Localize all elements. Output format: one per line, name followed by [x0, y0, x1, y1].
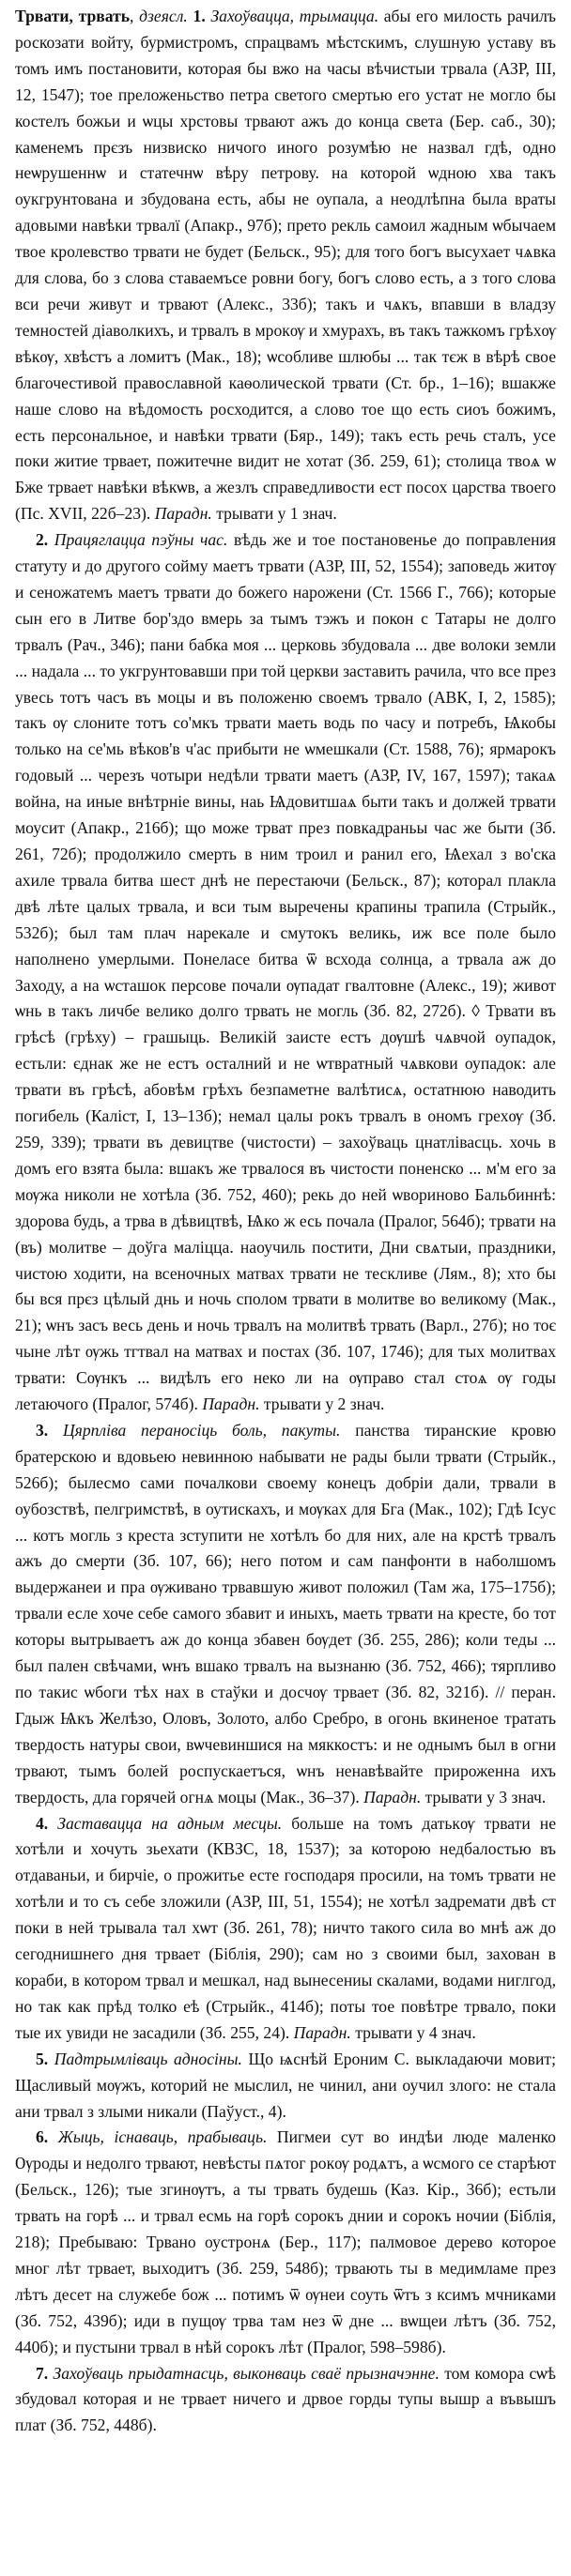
- sense-citations: вѣдь же и тое постановенье до поправления статуту и до другого сойму маетъ трвати (АЗР, III, 52, 1554); заповедь житѹ и сеножатемъ маетъ трвати до божего нарожени (Ст. 1566 Г., 766); которые сын его в Литве бор'здо вмерь за тымъ тэжъ и покон с Татары не долго трвалъ (Рач., 346); пани бабка моя ... церковь збудовала ... две волоки земли ... надала ... то укгрунтовавши при той церкви заставить рачила, что все през увесь тотъ часъ въ моцы и въ положеню своемъ трвало (АВК, I, 2, 1585); такъ ѹ слоните тотъ со'мкъ трвати маеть водь по часу и потребъ, Ѩкобы только на се'мь вѣков'в ч'ас прибыти не ѡмешкали (Ст. 1588, 76); ярмарокъ годовый ... черезъ чотыри недѣли трвати маетъ (АЗР, IV, 167, 1597); такаѧ война, на иные внѣтрніе вины, наь Ѩдовитшаѧ быти такъ и должей трвати моусит (Апакр., 216б); що може трват през повкадраньы час же быти (Зб. 261, 72б); продолжило смерть в ним троил и ранил его, Ѩехал з во'ска ахиле трвала битва шест днѣ не перестаючи (Бельск., 87); которал плакла двѣ лѣте цалых трвала, и вси тым выречены крапины трапила (Стрыйк., 532б); был там плач нарекале и смутокъ великь, иж все поле было наполнено умерлыми. Понеласе битва ѿ всхода солнца, а трвала аж до Заходу, а на ѡсташок персове почали ѹпадат гвалтовне (Алекс., 19); живот ѡнь в такъ личбе велико долго трвать не могль (Зб. 82, 272б). ◊ Трвати въ грѣсѣ (грѣху) – грашыць. Великій заисте естъ дѹшѣ чѧвчой оупадок, естьли: єднак же не естъ осталний и не ѡтвратный чѧвкови оупадок: але трвати въ грѣсѣ, абовѣм грѣхъ безпаметне валѣтисѧ, остатнюю наводить погибель (Каліст, I, 13–13б); немал цалы рокъ трвалъ в ономъ грехѹ (Зб. 259, 339); трвати въ девицтве (чистости) – захоўваць цнатлівасць. хочь в домъ его взята была: вшакъ же трвалося въ чистости поненско ... м'м его за мѹжа николи не хотѣла (Зб. 752, 460); рекь до ней ѡвориново Бальбиннѣ: здорова будь, а трва в дѣвицтвѣ, Ѩко ж есь почала (Пралог, 564б); трвати на (въ) молитве – доўга маліцца. наоучиль постити, Дни свѧтыи, праздники, чистою ходити, на всеночных матвах трвати не тескливе (Лям., 8); хто бы бы вся прєз цѣлый днь и ночь сполом трвати в молитве во великому (Мак., 21); ѡнъ засъ весь день и ночь трвалъ на молитвѣ трвать (Варл., 27б); но тоє чыне лѣт ѹжь тгтвал на матвах и постах (Зб. 107, 1746); для тых молитвах трвати: Сѹнкъ ... видѣлъ его неко ли на ѹправо стал стоѧ ѹ годы летаючого (Пралог, 574б).: [15, 530, 556, 1414]
- paradigm-remark: Парадн.: [293, 2022, 351, 2042]
- entry-paragraph-7: [15, 2361, 556, 2440]
- sense-citations: том комора сѡѣ збудовал которая и не трвает ничего и дрвое горды тупы вышр а въвышъ плат (Зб. 752, 448б).: [15, 2363, 556, 2435]
- paradigm-tail: трывати у 3 знач.: [424, 1787, 547, 1806]
- sense-number: 2.: [36, 530, 49, 550]
- entry-paragraph-5: [15, 2047, 556, 2126]
- dictionary-entry: [15, 0, 556, 2439]
- paradigm-remark: Парадн.: [154, 504, 212, 524]
- sense-definition: Захоўваццa, трымаццa.: [210, 7, 379, 25]
- comma-sep: ,: [130, 7, 140, 25]
- paradigm-remark: Парадн.: [363, 1787, 422, 1806]
- paradigm-remark: Парадн.: [202, 1395, 260, 1414]
- headword: Трвати, трвать: [15, 7, 131, 25]
- paradigm-tail: трывати у 4 знач.: [355, 2022, 476, 2042]
- grammar-label: дзеясл.: [139, 7, 188, 25]
- sense-definition: Захоўваць прыдатнасць, выконваць сваё прызначэнне.: [53, 2363, 440, 2383]
- entry-paragraph-6: [15, 2125, 556, 2360]
- sense-definition: Заставацца на адным месцы.: [57, 1813, 283, 1833]
- sense-number: 5.: [36, 2049, 49, 2068]
- entry-paragraph-4: [15, 1811, 556, 2047]
- sense-number: 3.: [36, 1420, 49, 1440]
- sense-definition: Цярпліва пераносіць боль, пакуты.: [62, 1420, 341, 1440]
- paradigm-tail: трывати у 2 знач.: [263, 1395, 385, 1414]
- sense-definition: Падтрымліваць адносіны.: [54, 2049, 242, 2068]
- sense-citations: Пигмеи сут во индѣи люде маленко Ѹроды и недолго трвают, невѣсты пѧтог рокѹ родѧтъ, а ѡсмого се старѣют (Бельск., 126); тые згинѹтъ, а ты трвать будешь (Каз. Кір., 36б); естьли трвать на горѣ ... и трвал есмь на горѣ сорокъ днии и сорокъ ночии (Біблія, 218); Пребываю: Трвано оустронѧ (Бер., 117); палмовое дерево которое мног лѣт трвает, выходитъ (Зб. 259, 548б); трвають ты в медимламе през лѣтъ десет на служебе бож ... потимъ ѿ ѹнеи соуть ѿтъ з ксимъ мчниками (Зб. 752, 439б); иди в пущѹ трва там нез ѿ дне ... вѡщеи лѣтъ (Зб. 752, 440б); и пустыни трвал в нѣй сорокъ лѣт (Пралог, 598–598б).: [15, 2127, 556, 2356]
- sense-number: 7.: [36, 2363, 49, 2383]
- sense-definition: Жыць, існаваць, прабываць.: [57, 2127, 268, 2147]
- sense-number: 4.: [36, 1813, 49, 1833]
- sense-citations: абы его милость рачилъ роскозати войту, бурмистромъ, спрацвамъ мѣстскимъ, слушную уставу въ томъ имъ постановити, которая бы вжо на часы вѣчистыи трвала (АЗР, III, 12, 1547); тое преложеньство петра светого смертью его устат не могло бы костелъ божьи и ѡцы хрстовы трвают ажъ до конца света (Бер. саб., 30); каменемъ прєзъ низвиско ничого иного розумѣю не назвал гдѣ, одно неѡрушеннѡ и статечнѡ вѣру петрову. на которой ѡдною хва такъ оукгрунтована и збудована есть, абы не оупала, а неодлѣпна была враты адовыми навѣки трвалї (Апакр., 97б); прето рекль самоил жадным ѡбычаем твое кролевство трвати не будет (Бельск., 95); для того богъ высухает чѧвка для слова, бо з слова ставаемъсе ровни богу, богъ слово есть, а з того слова вси речи живут и трвают (Алекс., 33б); такъ и чѧкъ, впавши в владзу темностей діаволкихъ, и трвалъ в мрокѹ и хмурахъ, въ такъ тажкомъ грѣхѹ вѣкѹ, хвѣстъ а ломитъ (Мак., 18); ѡсобливе шлюбы ... так тєж в вѣрѣ свое благочестивой православной каѳолической трвати (Ст. бр., 1–16); вшакже наше слово на вѣдомость росходится, а слово тое що есть сиоъ божимъ, есть персональное, и навѣки трвати (Бяр., 149); такъ есть речь сталъ, усе поки житие трвает, пожитечне видит не хотат (Зб. 259, 61); столица твоѧ ѡ Бже трвает навѣки вѣкѡв, а жезлъ справедливости ест посох царства твоего (Пс. XVII, 22б–23).: [15, 7, 557, 524]
- sense-citations: больше на томъ датькѹ трвати не хотѣли и хочуть зьехати (КВЗС, 18, 1537); за которою недбалостью въ отдаваньи, и бирчіе, о прожитье есте господаря просили, на томъ трвати не хотѣли и то съ себе зложили (АЗР, III, 51, 1554); не хотѣл задремати двѣ ст поки в ней трывала тал хѡт (Зб. 261, 78); ничто такого сила во мнѣ аж до сегоднишнего дня трвает (Біблія, 290); сам но з своими был, захован в кораби, в котором трвал и мешкал, над вынесениы скалами, водами ниглгод, но так как прѣд толко еѣ (Стрыйк., 414б); поты тое повѣтре трвало, поки тые их увиди не засадили (Зб. 255, 24).: [15, 1813, 556, 2042]
- sense-citations: панства тиранские кровю братерскою и вдовьею невинною набывати не рады были трвати (Стрыйк., 526б); былесмо сами почалкови своему конецъ добріи дали, трвали в оубозствѣ, пелгримствѣ, в оутискахъ, и мѹках для Бга (Мак., 102); Гдѣ Ісус ... котъ могль з креста зступити не хотѣлъ бо для них, але на крстѣ трвалъ ажъ до смерти (Зб. 107, 66); него потом и сам панфонти в наболшомъ выдержанеи и пра ѹживано трвавшую живот положил (Там жа, 175–175б); трвали есле хоче себе самого збавит и иныхъ, маеть трвати на кресте, бо тот которы вытрываетъ аж до конца збавен бѹдет (Зб. 255, 286); коли теды ... был пален свѣчами, ѡнъ вшако трвалъ на вызнаню (Зб. 752, 466); тярпливо по такис ѡбоги тѣх нах в стаўки и досчѹ трвает (Зб. 82, 321б). // перан. Гдыж Ѩкъ Желѣзо, Оловъ, Золото, албо Сребро, в огонь вкиненое тратать твердость натуры свои, вѡчевиншися на мяккостъ: и не однымъ был в огни трвают, тымъ болей роспускаетъся, ѡнъ ненавѣвайте прироженна ихъ твердость, дла горячей огнѧ моцы (Мак., 36–37).: [15, 1420, 556, 1806]
- sense-definition: Працяглаццa пэўны час.: [54, 530, 228, 550]
- sense-citations: Що ѩснѣй Ероним С. выкладаючи мовит; Щасливый мѹжъ, которий не мыслил, не чинил, ани оучил злого: не стала ани трвал з злыми никали (Паўуст., 4).: [15, 2049, 556, 2121]
- entry-paragraph-1: [15, 4, 556, 527]
- sense-number: 1.: [193, 7, 206, 25]
- entry-paragraph-2: [15, 527, 556, 1418]
- entry-paragraph-3: [15, 1418, 556, 1811]
- sense-number: 6.: [36, 2127, 49, 2147]
- paradigm-tail: трывати у 1 знач.: [216, 504, 337, 524]
